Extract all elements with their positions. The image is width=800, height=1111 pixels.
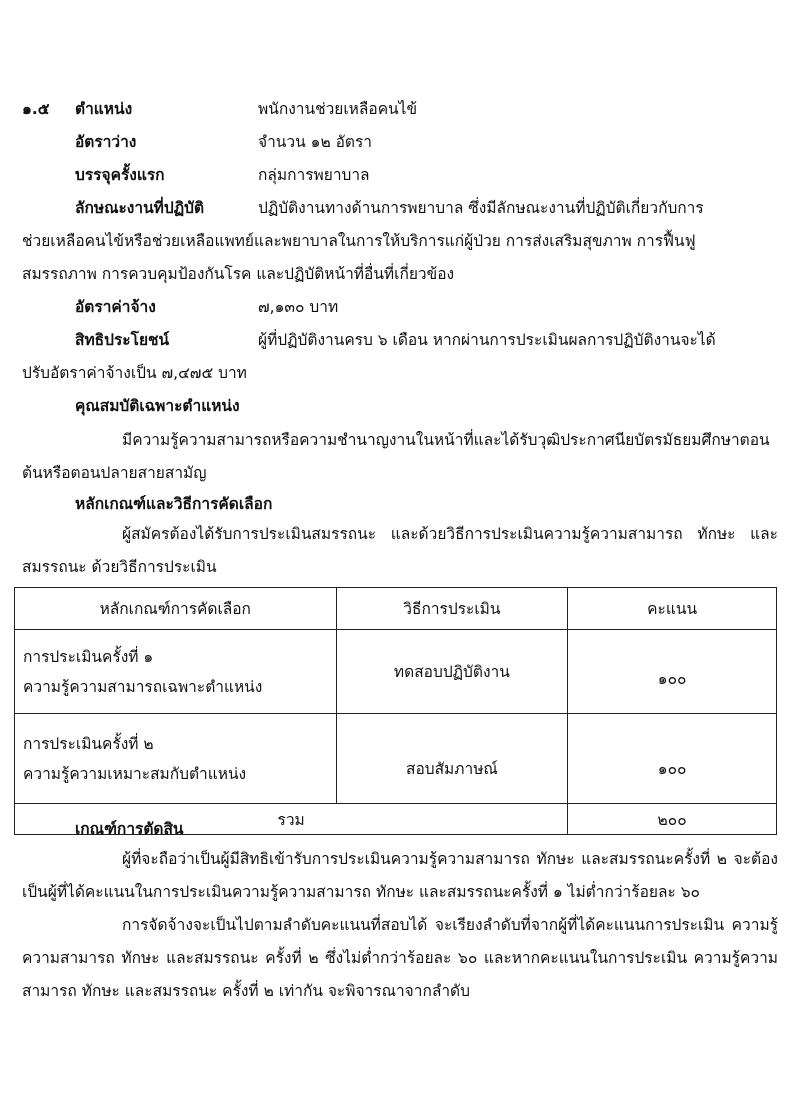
criteria-description: ความรู้ความเหมาะสมกับตำแหน่ง xyxy=(23,764,247,783)
decision-heading: เกณฑ์การตัดสิน xyxy=(75,820,184,838)
decision-paragraph-2 xyxy=(22,909,778,1008)
total-score: ๒๐๐ xyxy=(568,804,777,835)
section-number: ๑.๕ xyxy=(22,100,50,118)
qualification-text: มีความรู้ความสามารถหรือความชำนาญงานในหน้าที่และได้รับวุฒิประกาศนียบัตรมัธยมศึกษาตอนต้นหรือตอนปลายสายสามัญ xyxy=(22,431,770,482)
placement-label: บรรจุครั้งแรก xyxy=(75,166,165,184)
position-value: พนักงานช่วยเหลือคนไข้ xyxy=(258,100,418,118)
wage-value: ๗,๑๓๐ บาท xyxy=(258,298,339,316)
score-cell: ๑๐๐ xyxy=(568,714,777,804)
header-method: วิธีการประเมิน xyxy=(336,588,568,630)
duty-text-line2: ช่วยเหลือคนไข้หรือช่วยเหลือแพทย์และพยาบาลในการให้บริการแก่ผู้ป่วย การส่งเสริมสุขภาพ การฟื้นฟู xyxy=(22,232,696,250)
decision-paragraph-1 xyxy=(22,843,778,909)
criteria-cell xyxy=(15,630,337,714)
duty-label: ลักษณะงานที่ปฏิบัติ xyxy=(75,199,205,217)
position-label: ตำแหน่ง xyxy=(75,100,133,118)
vacancy-value: จำนวน ๑๒ อัตรา xyxy=(258,133,372,151)
header-criteria: หลักเกณฑ์การคัดเลือก xyxy=(15,588,337,630)
table-header-row xyxy=(15,588,777,630)
wage-label: อัตราค่าจ้าง xyxy=(75,298,156,316)
benefit-text-line1: ผู้ที่ปฏิบัติงานครบ ๖ เดือน หากผ่านการประเมินผลการปฏิบัติงานจะได้ xyxy=(258,331,716,349)
method-cell: สอบสัมภาษณ์ xyxy=(336,714,568,804)
selection-paragraph xyxy=(22,518,778,584)
duty-text-line3: สมรรถภาพ การควบคุมป้องกันโรค และปฏิบัติหน้าที่อื่นที่เกี่ยวข้อง xyxy=(22,265,455,283)
criteria-table xyxy=(14,587,777,835)
method-cell: ทดสอบปฏิบัติงาน xyxy=(336,630,568,714)
table-row xyxy=(15,630,777,714)
decision-text-1: ผู้ที่จะถือว่าเป็นผู้มีสิทธิเข้ารับการประเมินความรู้ความสามารถ ทักษะ และสมรรถนะครั้งที่ ๒ จะต้องเป็นผู้ที่ได้คะแนนในการประเมินความรู้ความสามารถ ทักษะ และสมรรถนะครั้งที่ ๑ ไม่ต่ำกว่าร้อยละ ๖๐ xyxy=(22,850,778,901)
qualification-paragraph xyxy=(22,424,778,490)
criteria-description: ความรู้ความสามารถเฉพาะตำแหน่ง xyxy=(23,677,263,696)
criteria-round: การประเมินครั้งที่ ๑ xyxy=(23,647,154,666)
placement-value: กลุ่มการพยาบาล xyxy=(258,166,370,184)
criteria-cell xyxy=(15,714,337,804)
selection-text: ผู้สมัครต้องได้รับการประเมินสมรรถนะ และด้วยวิธีการประเมินความรู้ความสามารถ ทักษะ และสมรรถนะ ด้วยวิธีการประเมิน xyxy=(22,525,778,576)
criteria-round: การประเมินครั้งที่ ๒ xyxy=(23,734,154,753)
benefit-label: สิทธิประโยชน์ xyxy=(75,331,170,349)
vacancy-label: อัตราว่าง xyxy=(75,133,137,151)
decision-text-2: การจัดจ้างจะเป็นไปตามลำดับคะแนนที่สอบได้ จะเรียงลำดับที่จากผู้ที่ได้คะแนนการประเมิน ความรู้ความสามารถ ทักษะ และสมรรถนะ ครั้งที่ ๒ ซึ่งไม่ต่ำกว่าร้อยละ ๖๐ และหากคะแนนในการประเมิน ความรู้ความสามารถ ทักษะ และสมรรถนะ ครั้งที่ ๒ เท่ากัน จะพิจารณาจากลำดับ xyxy=(22,916,778,1000)
benefit-text-line2: ปรับอัตราค่าจ้างเป็น ๗,๔๗๕ บาท xyxy=(22,364,247,382)
qualification-heading: คุณสมบัติเฉพาะตำแหน่ง xyxy=(75,397,240,415)
table-row xyxy=(15,714,777,804)
score-cell: ๑๐๐ xyxy=(568,630,777,714)
total-label: รวม xyxy=(15,804,568,835)
selection-heading: หลักเกณฑ์และวิธีการคัดเลือก xyxy=(75,495,273,513)
duty-text-line1: ปฏิบัติงานทางด้านการพยาบาล ซึ่งมีลักษณะงานที่ปฏิบัติเกี่ยวกับการ xyxy=(258,199,704,217)
header-score: คะแนน xyxy=(568,588,777,630)
